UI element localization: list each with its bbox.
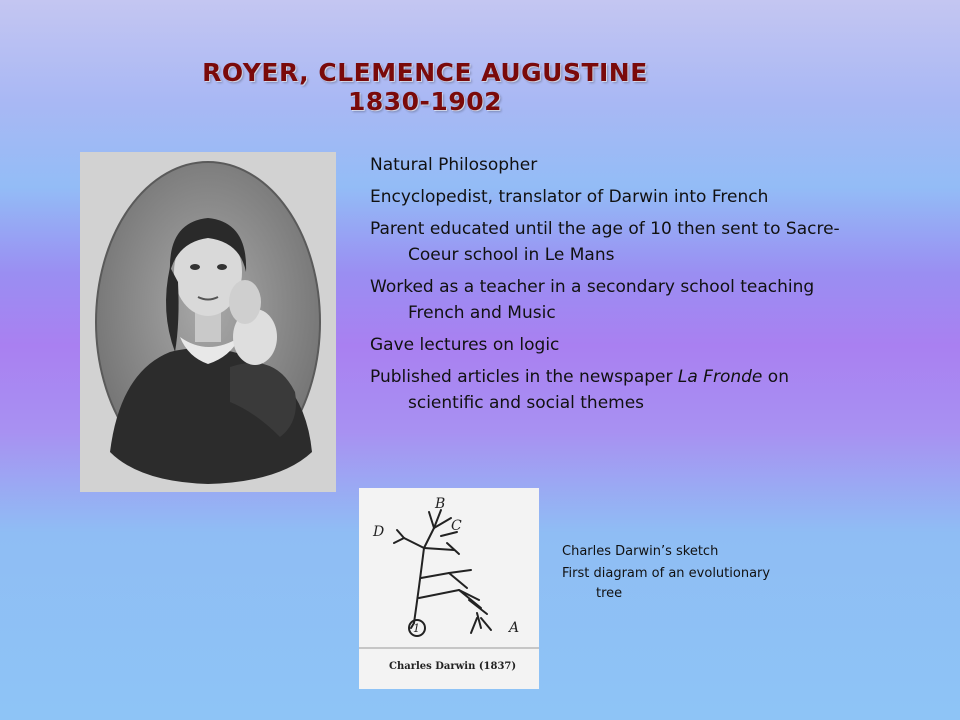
caption-line-2: First diagram of an evolutionary tree [562,566,771,601]
sketch-label-c: C [451,518,462,534]
bullet-item: Gave lectures on logic [370,335,560,355]
slide-title [0,58,850,116]
sketch-label-root: 1 [413,622,420,635]
bullet-text-after: on scientific and social themes [408,367,789,413]
bullet-item: Worked as a teacher in a secondary school teaching French and Music [370,277,815,323]
bullet-item-publications [370,364,840,416]
portrait-photo-icon [80,152,336,492]
evolutionary-tree-sketch-icon [359,488,539,689]
bullet-item: Natural Philosopher [370,155,538,175]
bullet-item: Parent educated until the age of 10 then sent to Sacre-Coeur school in Le Mans [370,219,840,265]
sketch-caption [562,542,782,606]
sketch-label-d: D [373,524,385,540]
title-dates: 1830-1902 [347,87,503,116]
newspaper-name: La Fronde [677,367,763,387]
title-name: ROYER, CLEMENCE AUGUSTINE [202,58,648,87]
sketch-label-b: B [435,496,446,512]
bullet-list [370,152,840,422]
caption-line-1: Charles Darwin’s sketch [562,544,719,559]
bullet-item: Encyclopedist, translator of Darwin into French [370,187,769,207]
sketch-label-a: A [509,620,520,636]
bullet-text-before: Published articles in the newspaper [370,367,678,387]
sketch-credit: Charles Darwin (1837) [389,661,517,672]
